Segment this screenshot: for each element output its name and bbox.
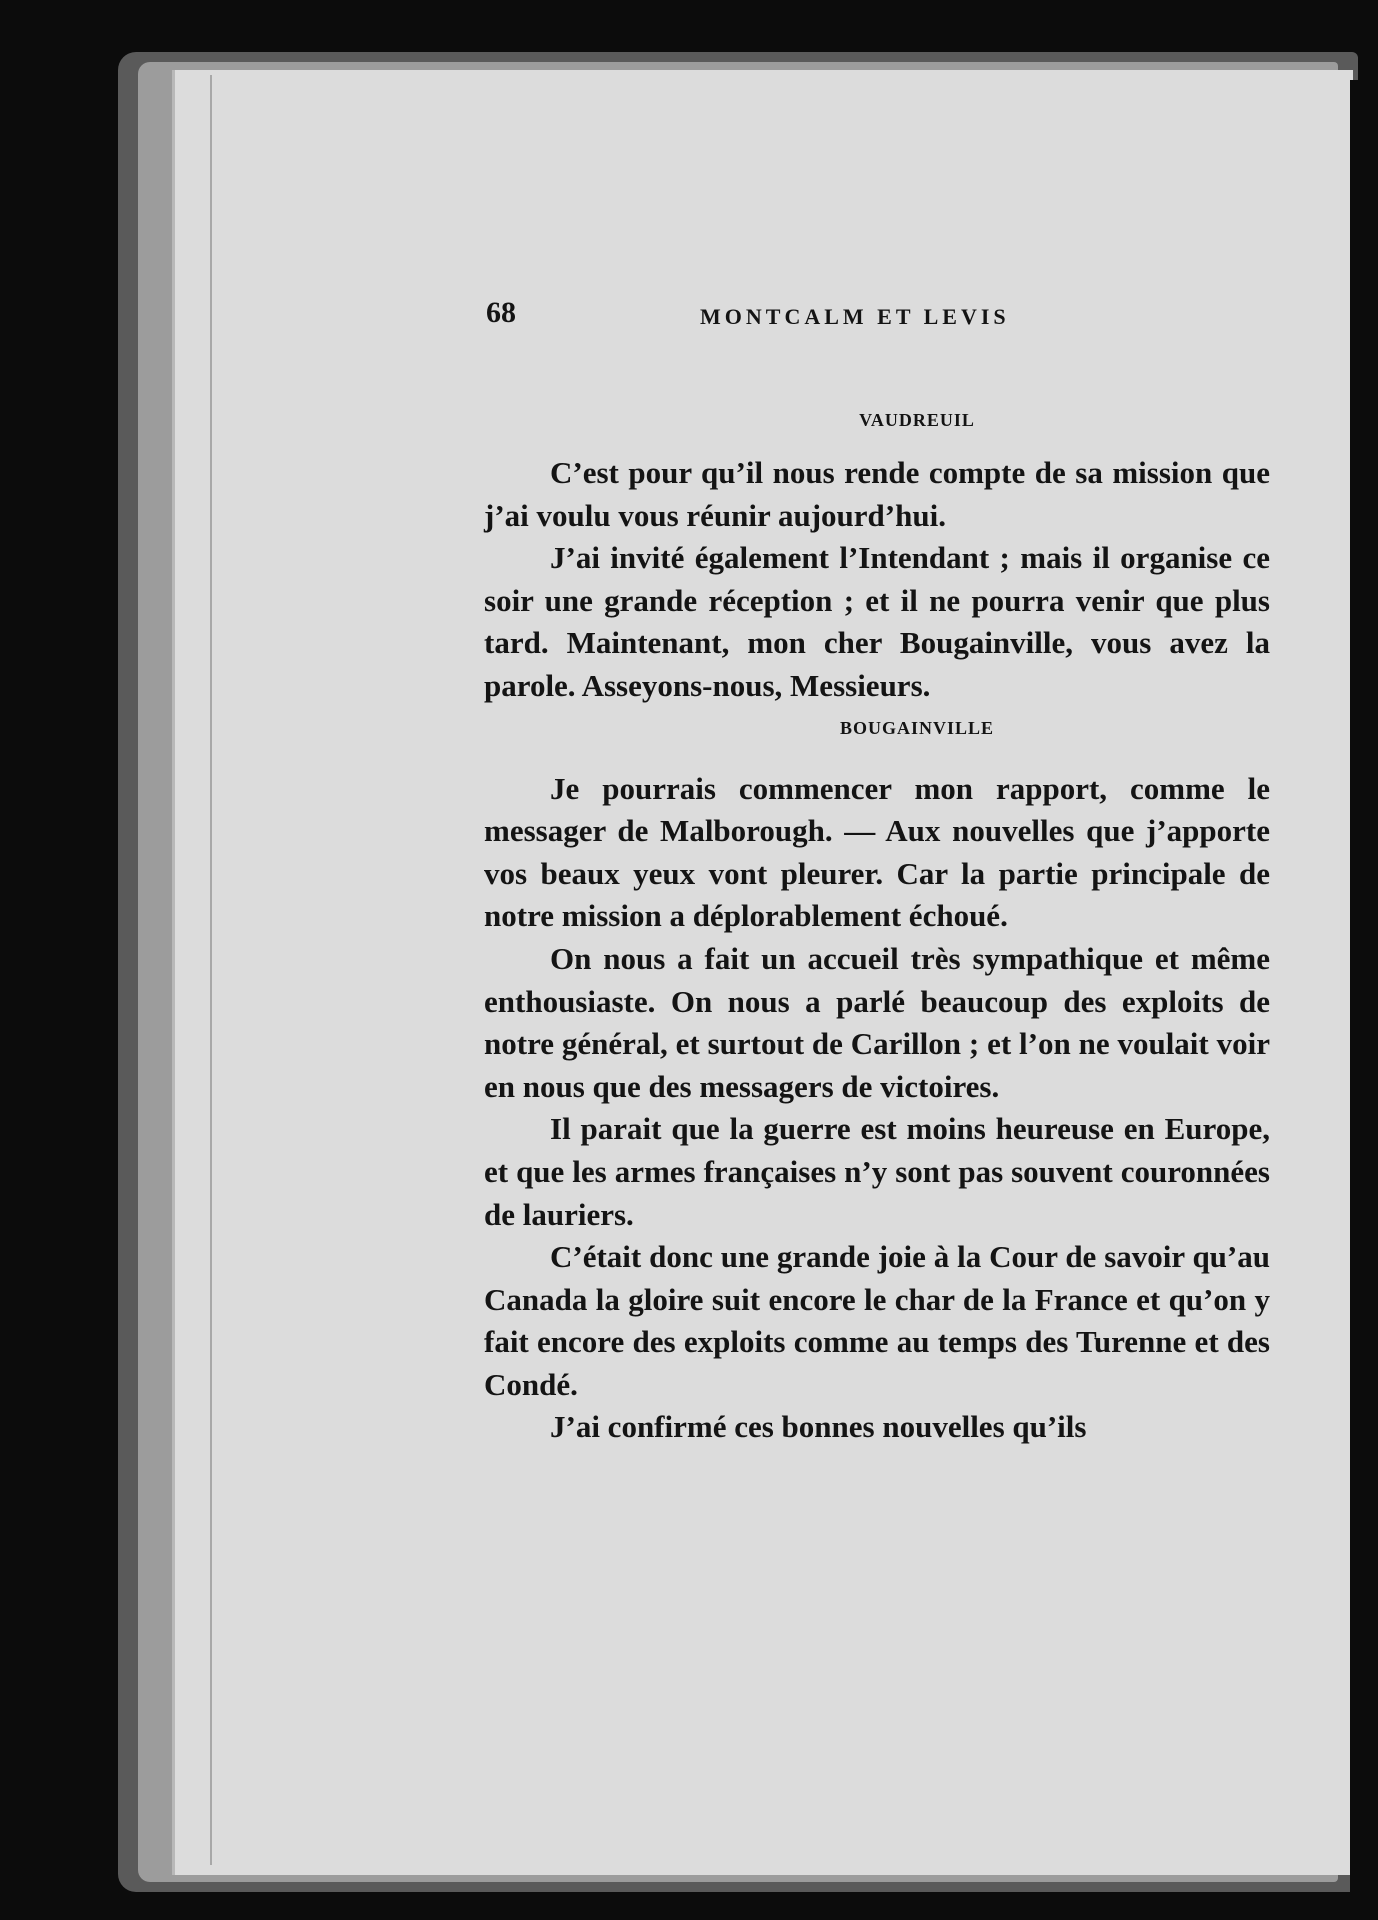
paragraph: C’est pour qu’il nous rende compte de sa mission que j’ai voulu vous réunir aujourd’hui.	[484, 455, 1270, 533]
page-text	[484, 400, 1270, 1449]
right-gutter	[1350, 80, 1378, 1910]
running-title: MONTCALM ET LEVIS	[700, 304, 1010, 329]
paragraph: Je pourrais commencer mon rapport, comme le messager de Malborough. — Aux nouvelles que j’apporte vos beaux yeux vont pleurer. Car la partie principale de notre mission a déplorablement échoué.	[484, 770, 1270, 934]
speaker-name: BOUGAINVILLE	[839, 717, 995, 738]
paragraph: Il parait que la guerre est moins heureuse en Europe, et que les armes françaises n’y sont pas souvent couronnées de lauriers.	[484, 1111, 1270, 1232]
paragraph: J’ai confirmé ces bonnes nouvelles qu’ils	[550, 1409, 1087, 1445]
page-number: 68	[486, 296, 516, 329]
page-fold-line	[210, 75, 212, 1865]
paragraph: J’ai invité également l’Intendant ; mais il organise ce soir une grande réception ; et il ne pourra venir que plus tard. Maintenant, mon cher Bougainville, vous avez la parole. Asseyons-nous, Messieurs.	[484, 540, 1270, 703]
page-header	[480, 296, 1280, 336]
paragraph: C’était donc une grande joie à la Cour de savoir qu’au Canada la gloire suit encore le char de la France et qu’on y fait encore des exploits comme au temps des Turenne et des Condé.	[484, 1239, 1270, 1402]
speaker-name: VAUDREUIL	[859, 410, 975, 430]
paragraph: On nous a fait un accueil très sympathique et même enthousiaste. On nous a parlé beaucoup des exploits de notre général, et surtout de Carillon ; et l’on ne voulait voir en nous que des messagers de victoires.	[484, 940, 1270, 1104]
